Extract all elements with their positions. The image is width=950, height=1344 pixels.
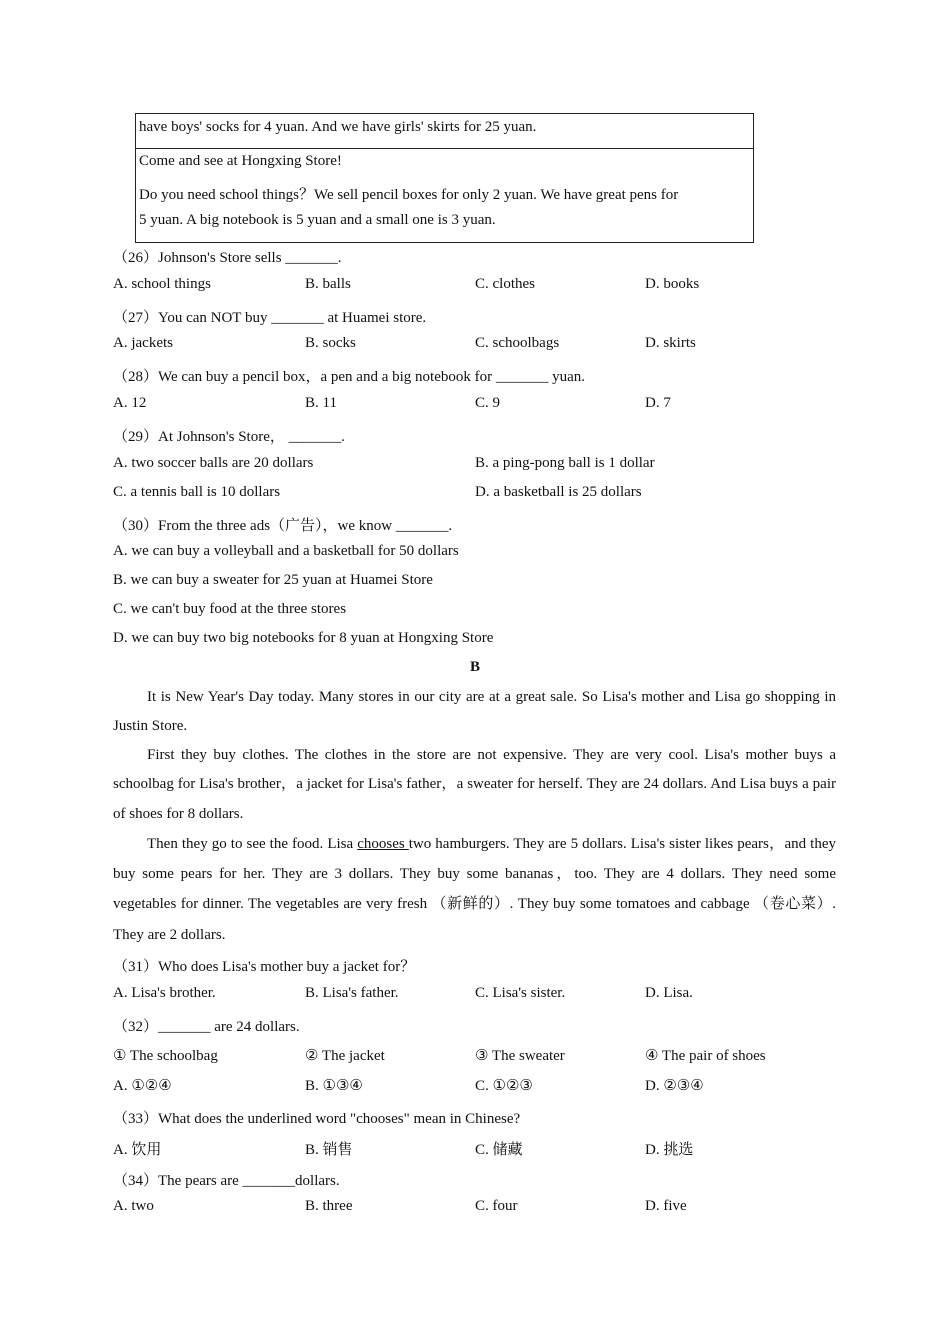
- question-30-option-c: C. we can't buy food at the three stores: [113, 601, 347, 617]
- question-28-option-c: C. 9: [475, 395, 501, 411]
- question-34-option-b: B. three: [305, 1198, 353, 1214]
- question-27-option-c: C. schoolbags: [475, 335, 560, 351]
- passage-paragraph-1: It is New Year's Day today. Many stores in our city are at a great sale. So Lisa's mother and Lisa go shopping in Justin Store.: [113, 689, 836, 735]
- question-30-option-d: D. we can buy two big notebooks for 8 yuan at Hongxing Store: [113, 630, 494, 646]
- passage-paragraph-3: [113, 829, 836, 950]
- ad-hongxing-line2: 5 yuan. A big notebook is 5 yuan and a small one is 3 yuan.: [139, 212, 496, 228]
- question-31-option-a: A. Lisa's brother.: [113, 985, 216, 1001]
- question-27-stem: （27）You can NOT buy _______ at Huamei store.: [113, 310, 427, 326]
- passage-paragraph-2: First they buy clothes. The clothes in the store are not expensive. They are very cool. Lisa's mother buys a schoolbag for Lisa's brother，a jacket for Lisa's father，a sweater for herself. They are 24 dollars. And Lisa buys a pair of shoes for 8 dollars.: [113, 747, 836, 822]
- question-27-option-a: A. jackets: [113, 335, 173, 351]
- question-32-item-4: ④ The pair of shoes: [645, 1048, 766, 1064]
- question-33-option-a: A. 饮用: [113, 1142, 162, 1158]
- question-26-option-c: C. clothes: [475, 276, 535, 292]
- question-33-option-d: D. 挑选: [645, 1142, 694, 1158]
- question-31-option-b: B. Lisa's father.: [305, 985, 399, 1001]
- question-33-option-c: C. 储藏: [475, 1142, 523, 1158]
- question-34-option-a: A. two: [113, 1198, 154, 1214]
- question-32-stem: （32）_______ are 24 dollars.: [113, 1019, 300, 1035]
- question-28-stem: （28）We can buy a pencil box，a pen and a big notebook for _______ yuan.: [113, 369, 586, 385]
- ad-box-continued: [135, 113, 754, 149]
- ad-hongxing-title: Come and see at Hongxing Store!: [139, 153, 342, 169]
- question-28-option-b: B. 11: [305, 395, 337, 411]
- question-26-option-a: A. school things: [113, 276, 211, 292]
- question-27-option-b: B. socks: [305, 335, 356, 351]
- question-30-option-a: A. we can buy a volleyball and a basketball for 50 dollars: [113, 543, 459, 559]
- question-34-option-d: D. five: [645, 1198, 687, 1214]
- question-29-option-d: D. a basketball is 25 dollars: [475, 484, 642, 500]
- question-29-stem: （29）At Johnson's Store， _______.: [113, 429, 345, 445]
- passage-paragraph-3-after: two hamburgers. They are 5 dollars. Lisa's sister likes pears，and they buy some pears for her. They are 3 dollars. They buy some bananas，too. They are 4 dollars. They need some vegetables for dinner. The vegetables are very fresh （新鲜的）. They buy some tomatoes and cabbage （卷心菜）. They are 2 dollars.: [113, 836, 836, 943]
- question-27-option-d: D. skirts: [645, 335, 696, 351]
- question-31-option-d: D. Lisa.: [645, 985, 693, 1001]
- question-34-stem: （34）The pears are _______dollars.: [113, 1173, 340, 1189]
- underlined-word-chooses: chooses: [357, 836, 409, 852]
- ad-hongxing-line1: Do you need school things？We sell pencil boxes for only 2 yuan. We have great pens for: [139, 187, 679, 203]
- question-29-option-c: C. a tennis ball is 10 dollars: [113, 484, 281, 500]
- question-26-stem: （26）Johnson's Store sells _______.: [113, 250, 342, 266]
- question-34-option-c: C. four: [475, 1198, 518, 1214]
- question-32-option-c: C. ①②③: [475, 1078, 533, 1094]
- passage-paragraph-3-before: Then they go to see the food. Lisa: [147, 836, 358, 852]
- section-b-heading: B: [470, 659, 481, 675]
- question-31-stem: （31）Who does Lisa's mother buy a jacket for？: [113, 959, 416, 975]
- question-32-item-1: ① The schoolbag: [113, 1048, 218, 1064]
- question-32-option-a: A. ①②④: [113, 1078, 172, 1094]
- question-28-option-a: A. 12: [113, 395, 147, 411]
- question-33-stem: （33）What does the underlined word "chooses" mean in Chinese?: [113, 1111, 521, 1127]
- question-28-option-d: D. 7: [645, 395, 671, 411]
- question-29-option-b: B. a ping-pong ball is 1 dollar: [475, 455, 655, 471]
- question-33-option-b: B. 销售: [305, 1142, 353, 1158]
- question-26-option-d: D. books: [645, 276, 700, 292]
- question-32-option-d: D. ②③④: [645, 1078, 704, 1094]
- question-32-item-3: ③ The sweater: [475, 1048, 565, 1064]
- question-30-stem: （30）From the three ads（广告），we know _______.: [113, 518, 453, 534]
- question-30-option-b: B. we can buy a sweater for 25 yuan at Huamei Store: [113, 572, 433, 588]
- question-29-option-a: A. two soccer balls are 20 dollars: [113, 455, 314, 471]
- ad-top-line: have boys' socks for 4 yuan. And we have girls' skirts for 25 yuan.: [139, 119, 537, 135]
- question-32-option-b: B. ①③④: [305, 1078, 363, 1094]
- question-32-item-2: ② The jacket: [305, 1048, 385, 1064]
- question-26-option-b: B. balls: [305, 276, 351, 292]
- question-31-option-c: C. Lisa's sister.: [475, 985, 566, 1001]
- ad-box-hongxing: [135, 148, 754, 243]
